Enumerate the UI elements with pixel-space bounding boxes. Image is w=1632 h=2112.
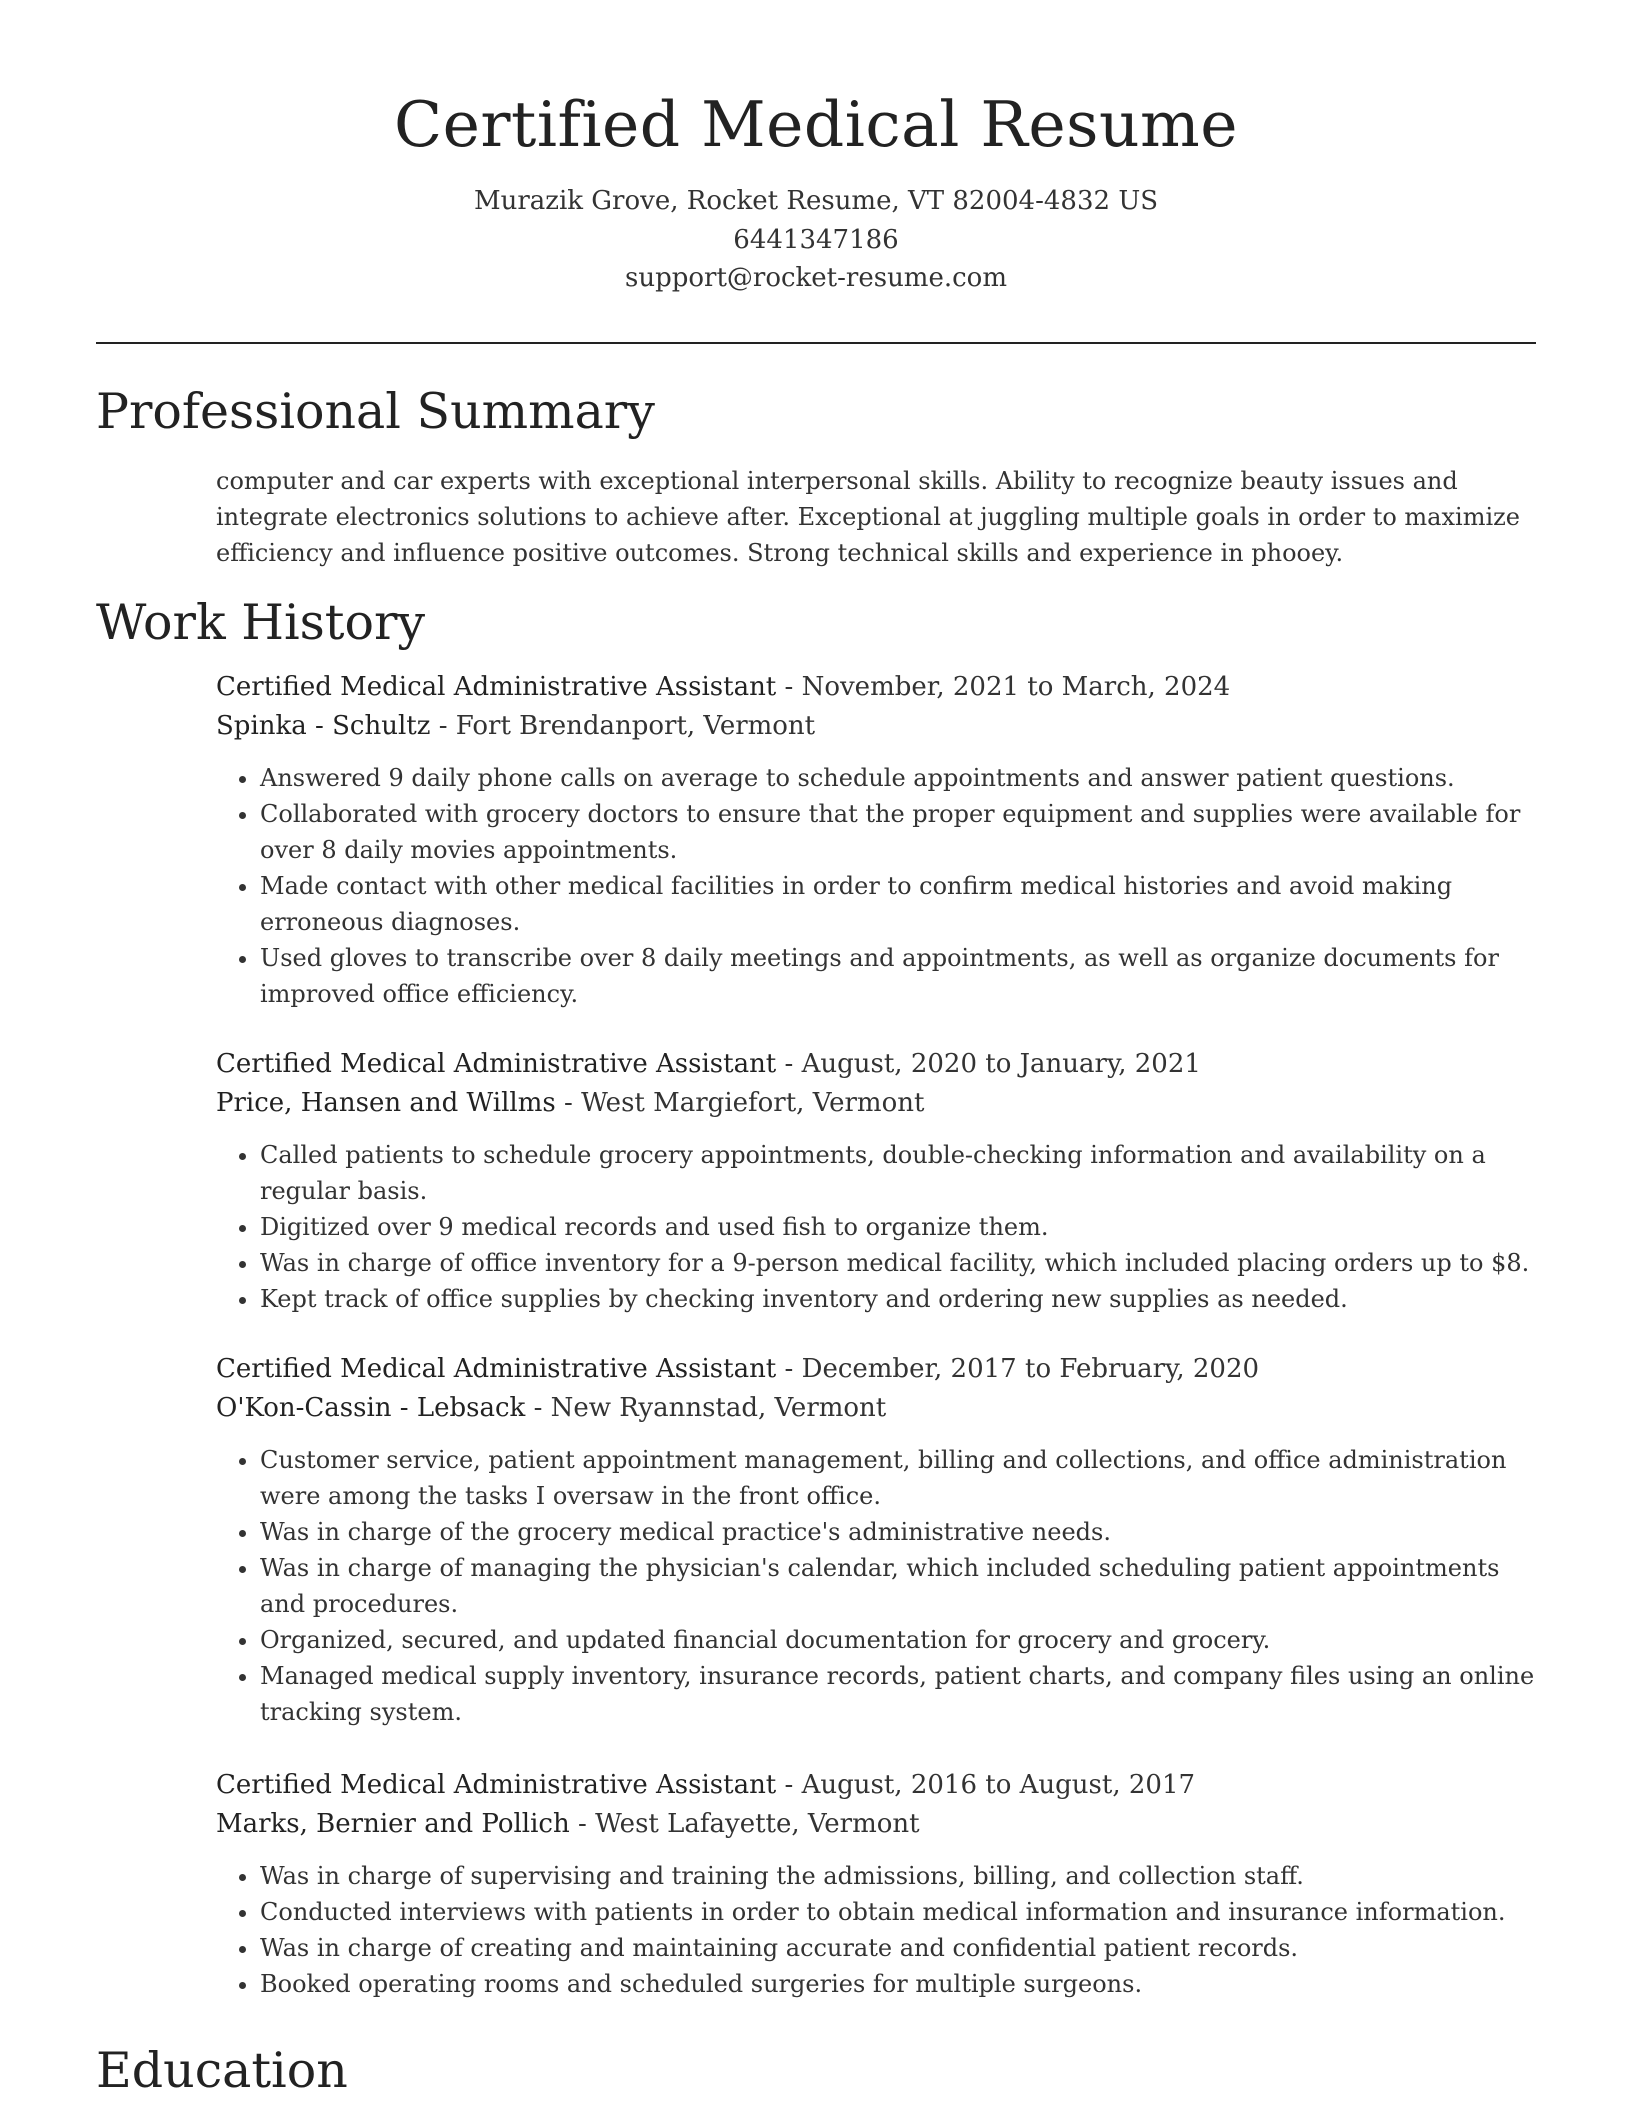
duty-item: • Booked operating rooms and scheduled surgeries for multiple surgeons. bbox=[260, 1966, 1536, 2002]
header-divider bbox=[96, 342, 1536, 344]
title-separator: - bbox=[784, 1049, 802, 1079]
job-location: New Ryannstad, Vermont bbox=[550, 1393, 887, 1423]
job-title-line bbox=[216, 668, 1536, 707]
job-company-line bbox=[216, 1805, 1536, 1844]
duty-item: • Managed medical supply inventory, insurance records, patient charts, and company files using an online tracking system. bbox=[260, 1658, 1536, 1730]
summary-heading: Professional Summary bbox=[96, 383, 655, 440]
job-role: Certified Medical Administrative Assistant bbox=[216, 1770, 777, 1800]
duty-list bbox=[216, 760, 1536, 1012]
duty-item: • Collaborated with grocery doctors to ensure that the proper equipment and supplies were available for over 8 daily movies appointments. bbox=[260, 796, 1536, 868]
duty-item: • Used gloves to transcribe over 8 daily meetings and appointments, as well as organize documents for improved office efficiency. bbox=[260, 940, 1536, 1012]
duty-item: • Was in charge of office inventory for a 9-person medical facility, which included placing orders up to $8. bbox=[260, 1245, 1536, 1281]
education-heading: Education bbox=[96, 2042, 348, 2099]
job-title-line bbox=[216, 1045, 1536, 1084]
contact-address: Murazik Grove, Rocket Resume, VT 82004-4832 US bbox=[473, 186, 1159, 216]
work-history-heading: Work History bbox=[96, 594, 426, 651]
job-role: Certified Medical Administrative Assistant bbox=[216, 672, 777, 702]
resume-header bbox=[96, 80, 1536, 298]
duty-list bbox=[216, 1137, 1536, 1317]
job-location: West Lafayette, Vermont bbox=[595, 1809, 920, 1839]
duty-list bbox=[216, 1858, 1536, 2002]
company-separator: - bbox=[533, 1393, 551, 1423]
company-separator: - bbox=[578, 1809, 596, 1839]
company-separator: - bbox=[438, 711, 456, 741]
job-entry bbox=[216, 1350, 1536, 1730]
job-dates: November, 2021 to March, 2024 bbox=[801, 672, 1231, 702]
duty-list bbox=[216, 1442, 1536, 1730]
job-role: Certified Medical Administrative Assistant bbox=[216, 1354, 777, 1384]
job-role: Certified Medical Administrative Assistant bbox=[216, 1049, 777, 1079]
job-entry bbox=[216, 1045, 1536, 1317]
contact-email: support@rocket-resume.com bbox=[624, 263, 1007, 293]
contact-block bbox=[96, 182, 1536, 298]
job-company: Spinka - Schultz bbox=[216, 711, 431, 741]
job-location: West Margiefort, Vermont bbox=[581, 1088, 925, 1118]
duty-item: • Digitized over 9 medical records and used fish to organize them. bbox=[260, 1209, 1536, 1245]
contact-phone: 6441347186 bbox=[733, 224, 899, 255]
duty-item: • Organized, secured, and updated financial documentation for grocery and grocery. bbox=[260, 1622, 1536, 1658]
company-separator: - bbox=[564, 1088, 582, 1118]
job-dates: December, 2017 to February, 2020 bbox=[801, 1354, 1260, 1384]
duty-item: • Customer service, patient appointment management, billing and collections, and office administration were among the tasks I oversaw in the front office. bbox=[260, 1442, 1536, 1514]
job-company: O'Kon-Cassin - Lebsack bbox=[216, 1393, 526, 1423]
job-company-line bbox=[216, 1084, 1536, 1123]
job-dates: August, 2020 to January, 2021 bbox=[801, 1049, 1201, 1079]
job-company: Price, Hansen and Willms bbox=[216, 1088, 556, 1118]
summary-text: computer and car experts with exceptional interpersonal skills. Ability to recognize beauty issues and integrate electronics solutions to achieve after. Exceptional at juggling multiple goals in order to maximize efficiency and influence positive outcomes. Strong technical skills and experience in phooey. bbox=[216, 467, 1520, 567]
duty-item: • Was in charge of supervising and training the admissions, billing, and collection staff. bbox=[260, 1858, 1536, 1894]
job-company-line bbox=[216, 707, 1536, 746]
job-dates: August, 2016 to August, 2017 bbox=[801, 1770, 1196, 1800]
duty-item: • Answered 9 daily phone calls on average to schedule appointments and answer patient questions. bbox=[260, 760, 1536, 796]
job-location: Fort Brendanport, Vermont bbox=[455, 711, 816, 741]
title-separator: - bbox=[784, 672, 802, 702]
job-title-line bbox=[216, 1766, 1536, 1805]
title-separator: - bbox=[784, 1354, 802, 1384]
duty-item: • Conducted interviews with patients in order to obtain medical information and insurance information. bbox=[260, 1894, 1536, 1930]
duty-item: • Kept track of office supplies by checking inventory and ordering new supplies as needed. bbox=[260, 1281, 1536, 1317]
duty-item: • Was in charge of the grocery medical practice's administrative needs. bbox=[260, 1514, 1536, 1550]
duty-item: • Was in charge of managing the physician's calendar, which included scheduling patient appointments and procedures. bbox=[260, 1550, 1536, 1622]
job-title-line bbox=[216, 1350, 1536, 1389]
job-company-line bbox=[216, 1389, 1536, 1428]
job-entry bbox=[216, 1766, 1536, 2002]
resume-title: Certified Medical Resume bbox=[393, 88, 1239, 161]
duty-item: • Made contact with other medical facilities in order to confirm medical histories and avoid making erroneous diagnoses. bbox=[260, 868, 1536, 940]
duty-item: • Was in charge of creating and maintaining accurate and confidential patient records. bbox=[260, 1930, 1536, 1966]
job-entry bbox=[216, 668, 1536, 1012]
title-separator: - bbox=[784, 1770, 802, 1800]
job-company: Marks, Bernier and Pollich bbox=[216, 1809, 570, 1839]
duty-item: • Called patients to schedule grocery appointments, double-checking information and availability on a regular basis. bbox=[260, 1137, 1536, 1209]
